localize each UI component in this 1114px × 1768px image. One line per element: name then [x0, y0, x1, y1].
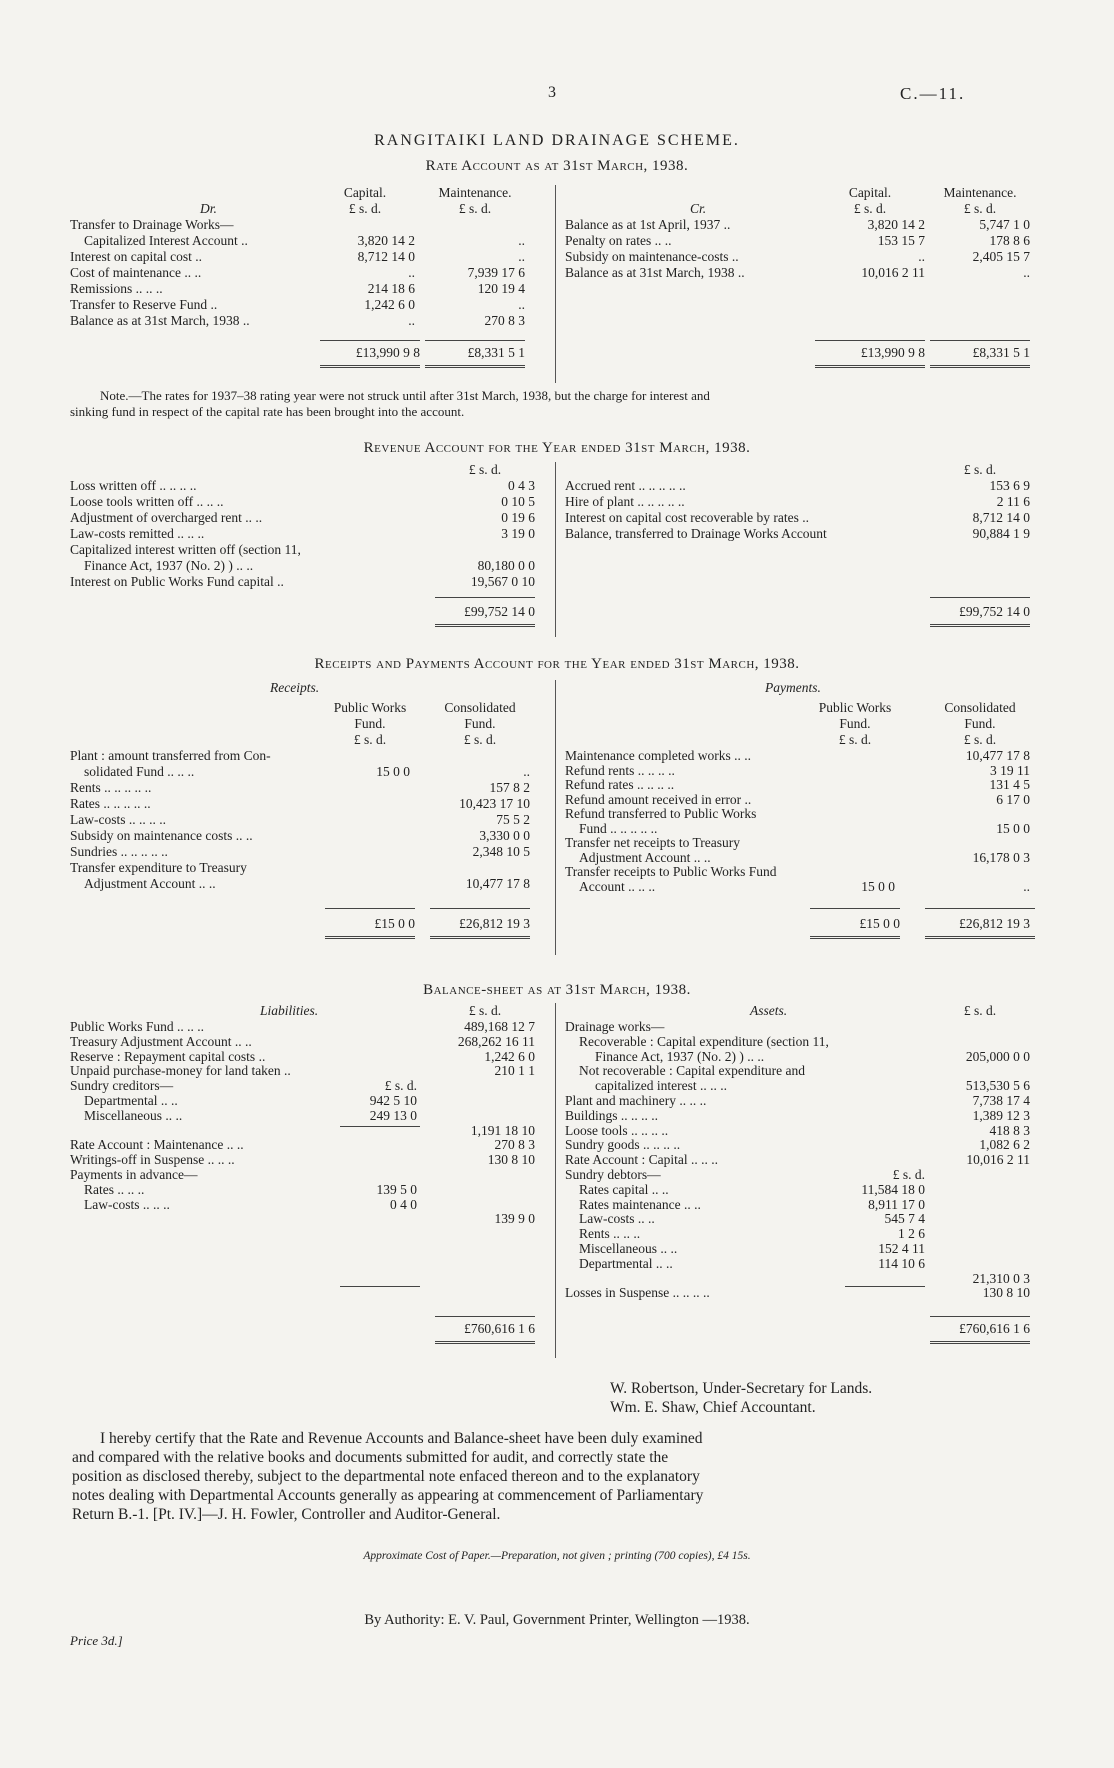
- payment-row-label: Maintenance completed works .. ..: [565, 748, 751, 763]
- rcpt-pw-fund: Fund.: [354, 716, 386, 731]
- rate-cr-row-v2: ..: [1023, 265, 1030, 280]
- revenue-cr-row-label: Balance, transferred to Drainage Works Account: [565, 526, 827, 541]
- revenue-right-units: £ s. d.: [963, 462, 997, 477]
- certificate-line: and compared with the relative books and documents submitted for audit, and correctly state the: [72, 1449, 669, 1466]
- receipt-row-v2: 2,348 10 5: [472, 844, 530, 859]
- pay-cons-header: Consolidated: [944, 700, 1016, 715]
- receipt-row-label: Law-costs .. .. .. ..: [70, 812, 166, 827]
- liability-row-label: Sundry creditors—: [70, 1078, 174, 1094]
- asset-row-v: 1,389 12 3: [972, 1107, 1030, 1123]
- receipt-row-v2: 10,423 17 10: [459, 796, 530, 811]
- receipt-row-label: Rents .. .. .. .. ..: [70, 780, 152, 795]
- asset-row-label: Rents .. .. ..: [579, 1226, 641, 1242]
- rate-right-total-capital: £13,990 9 8: [860, 345, 925, 360]
- liability-row-sub: 139 5 0: [376, 1181, 417, 1197]
- asset-row-label: Losses in Suspense .. .. .. ..: [565, 1285, 710, 1301]
- revenue-left-total: £99,752 14 0: [464, 604, 535, 619]
- balance-sheet-table: [70, 1003, 1035, 1363]
- signature-chief-accountant: Wm. E. Shaw, Chief Accountant.: [610, 1399, 816, 1416]
- rate-cr-row-v2: 5,747 1 0: [979, 217, 1030, 232]
- rate-cr-row-label: Balance as at 1st April, 1937 ..: [565, 217, 731, 232]
- rate-right-units-1: £ s. d.: [853, 201, 887, 216]
- asset-row-label: Law-costs .. ..: [579, 1211, 655, 1227]
- pay-pw-units: £ s. d.: [838, 732, 872, 747]
- payment-row-v2: 10,477 17 8: [965, 748, 1030, 763]
- revenue-dr-row-v: 0 10 5: [501, 494, 535, 509]
- asset-row-sub: 1 2 6: [898, 1226, 925, 1242]
- rate-dr-row-v2: ..: [518, 233, 525, 248]
- certificate-line: position as disclosed thereby, subject to the departmental note enfaced thereon and to the explanatory: [72, 1468, 700, 1485]
- receipt-row-v1: 15 0 0: [376, 764, 410, 779]
- revenue-dr-row-v: 0 4 3: [508, 478, 535, 493]
- revenue-cr-row-label: Hire of plant .. .. .. .. ..: [565, 494, 685, 509]
- rate-cr-row-label: Penalty on rates .. ..: [565, 233, 672, 248]
- rcpt-cons-header: Consolidated: [444, 700, 516, 715]
- liability-row-label: Reserve : Repayment capital costs ..: [70, 1048, 266, 1064]
- asset-row-sub: 114 10 6: [878, 1255, 925, 1271]
- rate-dr-row-v2: 7,939 17 6: [467, 265, 525, 280]
- receipt-row-label: Transfer expenditure to Treasury: [70, 860, 247, 875]
- liability-row-v: 210 1 1: [494, 1063, 535, 1079]
- liability-row-v: 1,191 18 10: [470, 1122, 535, 1138]
- payment-row-label: Refund amount received in error ..: [565, 791, 752, 807]
- cost-note: Approximate Cost of Paper.—Preparation, not given ; printing (700 copies), £4 15s.: [363, 1550, 751, 1562]
- rate-cr-row-v2: 2,405 15 7: [972, 249, 1030, 264]
- rate-cr-row-v2: 178 8 6: [989, 233, 1030, 248]
- liability-row-v: 139 9 0: [494, 1211, 535, 1227]
- receipt-row-label: Plant : amount transferred from Con-: [70, 748, 271, 763]
- liability-row-v: 270 8 3: [494, 1137, 535, 1153]
- liability-row-v: 130 8 10: [487, 1152, 535, 1168]
- receipts-title: Receipts.: [270, 680, 320, 695]
- rate-dr-row-label: Balance as at 31st March, 1938 ..: [70, 313, 250, 328]
- rate-left-units-1: £ s. d.: [348, 201, 382, 216]
- pay-cons-fund: Fund.: [964, 716, 996, 731]
- liability-row-label: Law-costs .. .. ..: [84, 1196, 170, 1212]
- signature-under-secretary: W. Robertson, Under-Secretary for Lands.: [610, 1380, 873, 1397]
- payment-row-v2: 3 19 11: [990, 762, 1030, 778]
- payment-row-v2: ..: [1023, 878, 1030, 894]
- receipt-row-v2: ..: [523, 764, 530, 779]
- asset-row-sub: 8,911 17 0: [868, 1196, 925, 1212]
- asset-row-label: Rate Account : Capital .. .. ..: [565, 1152, 718, 1168]
- liabilities-units: £ s. d.: [468, 1003, 502, 1018]
- payment-row-label: Refund transferred to Public Works: [565, 806, 757, 821]
- asset-row-v: 21,310 0 3: [972, 1270, 1030, 1286]
- payment-row-label: Adjustment Account .. ..: [579, 849, 711, 865]
- revenue-cr-row-label: Accrued rent .. .. .. .. ..: [565, 478, 686, 493]
- liability-row-label: Treasury Adjustment Account .. ..: [70, 1033, 252, 1049]
- rate-right-maint-header: Maintenance.: [943, 185, 1017, 200]
- rate-left-units-2: £ s. d.: [458, 201, 492, 216]
- revenue-dr-row-label: Interest on Public Works Fund capital ..: [70, 574, 284, 589]
- rate-right-units-2: £ s. d.: [963, 201, 997, 216]
- asset-row-sub: 545 7 4: [884, 1211, 925, 1227]
- rcpt-cons-units: £ s. d.: [463, 732, 497, 747]
- liability-row-label: Writings-off in Suspense .. .. ..: [70, 1152, 235, 1168]
- liability-row-v: 268,262 16 11: [457, 1033, 535, 1049]
- liability-row-v: 489,168 12 7: [464, 1019, 535, 1034]
- liability-row-sub: 942 5 10: [369, 1093, 417, 1108]
- rate-dr-row-label: Remissions .. .. ..: [70, 281, 163, 296]
- assets-title: Assets.: [750, 1003, 788, 1018]
- payments-title: Payments.: [765, 680, 821, 695]
- asset-row-v: 130 8 10: [982, 1285, 1030, 1301]
- receipt-row-label: Rates .. .. .. .. ..: [70, 796, 151, 811]
- asset-row-label: Recoverable : Capital expenditure (section 11,: [579, 1033, 829, 1049]
- payment-row-v2: 15 0 0: [996, 820, 1030, 836]
- rate-dr-row-v2: 270 8 3: [484, 313, 525, 328]
- pay-total-cons: £26,812 19 3: [959, 916, 1030, 931]
- rate-cr-label: Cr.: [690, 201, 707, 216]
- rate-cr-row-v1: ..: [918, 249, 925, 264]
- asset-row-label: Miscellaneous .. ..: [579, 1241, 678, 1256]
- asset-row-v: 7,738 17 4: [972, 1093, 1030, 1108]
- asset-row-label: Rates maintenance .. ..: [579, 1196, 701, 1212]
- rate-dr-row-label: Cost of maintenance .. ..: [70, 265, 202, 280]
- receipt-row-label: solidated Fund .. .. ..: [84, 764, 195, 779]
- rate-dr-row-v2: ..: [518, 297, 525, 312]
- assets-total: £760,616 1 6: [959, 1321, 1030, 1336]
- asset-row-label: Not recoverable : Capital expenditure and: [579, 1063, 806, 1079]
- revenue-dr-row-label: Finance Act, 1937 (No. 2) ) .. ..: [84, 558, 254, 573]
- liability-row-label: Rate Account : Maintenance .. ..: [70, 1137, 244, 1153]
- receipt-row-v2: 157 8 2: [489, 780, 530, 795]
- revenue-dr-row-label: Adjustment of overcharged rent .. ..: [70, 510, 263, 525]
- revenue-dr-row-v: 19,567 0 10: [470, 574, 535, 589]
- asset-row-label: Sundry debtors—: [565, 1167, 661, 1182]
- payment-row-v2: 131 4 5: [989, 777, 1030, 792]
- payment-row-label: Refund rents .. .. .. ..: [565, 762, 675, 778]
- payment-row-v2: 16,178 0 3: [972, 849, 1030, 865]
- pay-pw-fund: Fund.: [839, 716, 871, 731]
- rate-dr-row-v1: 3,820 14 2: [357, 233, 415, 248]
- receipts-payments-table: [70, 680, 1035, 960]
- asset-row-label: Drainage works—: [565, 1019, 665, 1034]
- revenue-account-table: [70, 462, 1035, 642]
- revenue-dr-row-label: Loose tools written off .. .. ..: [70, 494, 224, 509]
- rate-left-maint-header: Maintenance.: [438, 185, 512, 200]
- receipt-row-label: Subsidy on maintenance costs .. ..: [70, 828, 253, 843]
- pay-cons-units: £ s. d.: [963, 732, 997, 747]
- rate-left-total-maint: £8,331 5 1: [467, 345, 525, 360]
- asset-row-v: 10,016 2 11: [966, 1152, 1030, 1168]
- liability-row-sub: £ s. d.: [384, 1078, 417, 1094]
- liabilities-title: Liabilities.: [260, 1003, 319, 1018]
- printer-authority: By Authority: E. V. Paul, Government Printer, Wellington —1938.: [364, 1612, 750, 1628]
- rate-dr-row-label: Transfer to Drainage Works—: [70, 217, 234, 232]
- liabilities-total: £760,616 1 6: [464, 1321, 535, 1336]
- revenue-cr-row-v: 8,712 14 0: [972, 510, 1030, 525]
- revenue-dr-row-label: Law-costs remitted .. .. ..: [70, 526, 205, 541]
- asset-row-label: Buildings .. .. .. ..: [565, 1107, 659, 1123]
- rcpt-total-cons: £26,812 19 3: [459, 916, 530, 931]
- rate-cr-row-v1: 153 15 7: [877, 233, 925, 248]
- rcpt-pw-units: £ s. d.: [353, 732, 387, 747]
- asset-row-v: 1,082 6 2: [979, 1137, 1030, 1153]
- certificate-line: Return B.-1. [Pt. IV.]—J. H. Fowler, Controller and Auditor-General.: [72, 1506, 501, 1523]
- receipt-row-v2: 3,330 0 0: [479, 828, 530, 843]
- rcpt-pw-header: Public Works: [333, 700, 407, 715]
- rate-dr-row-v1: 214 18 6: [367, 281, 415, 296]
- receipt-row-v2: 75 5 2: [496, 812, 530, 827]
- rate-left-total-capital: £13,990 9 8: [355, 345, 420, 360]
- rate-dr-row-label: Transfer to Reserve Fund ..: [70, 297, 218, 312]
- document-reference: C.—11.: [900, 84, 966, 103]
- payment-row-label: Account .. .. ..: [579, 878, 656, 894]
- asset-row-label: Plant and machinery .. .. ..: [565, 1093, 707, 1108]
- price: Price 3d.]: [70, 1633, 123, 1648]
- liability-row-sub: 0 4 0: [390, 1196, 417, 1212]
- revenue-dr-row-v: 0 19 6: [501, 510, 535, 525]
- asset-row-label: capitalized interest .. .. ..: [595, 1078, 727, 1094]
- certificate-line: notes dealing with Departmental Accounts generally as appearing at commencement of Parliamentary: [72, 1487, 704, 1504]
- rate-cr-row-label: Balance as at 31st March, 1938 ..: [565, 265, 745, 280]
- rate-account-table: [70, 185, 1035, 385]
- asset-row-v: 513,530 5 6: [965, 1078, 1030, 1094]
- rate-dr-row-v1: ..: [408, 265, 415, 280]
- rate-dr-row-v1: 1,242 6 0: [364, 297, 415, 312]
- rate-dr-row-v2: 120 19 4: [477, 281, 525, 296]
- rate-dr-row-label: Interest on capital cost ..: [70, 249, 202, 264]
- liability-row-sub: 249 13 0: [369, 1107, 417, 1123]
- rate-right-capital-header: Capital.: [848, 185, 892, 200]
- liability-row-label: Departmental .. ..: [84, 1093, 178, 1108]
- revenue-dr-row-label: Loss written off .. .. .. ..: [70, 478, 197, 493]
- asset-row-sub: 11,584 18 0: [861, 1181, 925, 1197]
- liability-row-v: 1,242 6 0: [484, 1048, 535, 1064]
- payment-row-label: Refund rates .. .. .. ..: [565, 777, 675, 792]
- payment-row-v2: 6 17 0: [996, 791, 1030, 807]
- rate-left-capital-header: Capital.: [343, 185, 387, 200]
- payment-row-label: Transfer net receipts to Treasury: [565, 835, 740, 850]
- asset-row-sub: 152 4 11: [878, 1241, 925, 1256]
- rate-right-total-maint: £8,331 5 1: [972, 345, 1030, 360]
- payment-row-label: Fund .. .. .. .. ..: [579, 820, 658, 836]
- revenue-dr-row-v: 3 19 0: [501, 526, 535, 541]
- page-number: 3: [548, 84, 556, 101]
- rate-note-line-1: Note.—The rates for 1937–38 rating year were not struck until after 31st March, 1938, but the charge for interest and: [100, 388, 710, 403]
- rate-note-line-2: sinking fund in respect of the capital rate has been brought into the account.: [70, 404, 465, 419]
- liability-row-label: Payments in advance—: [70, 1167, 198, 1182]
- payment-row-label: Transfer receipts to Public Works Fund: [565, 864, 777, 879]
- liability-row-label: Unpaid purchase-money for land taken ..: [70, 1063, 291, 1079]
- certificate-line: I hereby certify that the Rate and Revenue Accounts and Balance-sheet have been duly examined: [100, 1430, 703, 1447]
- pay-pw-header: Public Works: [818, 700, 892, 715]
- revenue-dr-row-label: Capitalized interest written off (section 11,: [70, 542, 301, 557]
- rcpt-cons-fund: Fund.: [464, 716, 496, 731]
- liability-row-label: Public Works Fund .. .. ..: [70, 1019, 205, 1034]
- rate-dr-row-v1: 8,712 14 0: [357, 249, 415, 264]
- rate-cr-row-v1: 3,820 14 2: [867, 217, 925, 232]
- receipt-row-label: Adjustment Account .. ..: [84, 876, 216, 891]
- rcpt-total-pw: £15 0 0: [374, 916, 415, 931]
- revenue-cr-row-label: Interest on capital cost recoverable by rates ..: [565, 510, 810, 525]
- revenue-right-total: £99,752 14 0: [959, 604, 1030, 619]
- revenue-left-units: £ s. d.: [468, 462, 502, 477]
- assets-units: £ s. d.: [963, 1003, 997, 1018]
- asset-row-v: 418 8 3: [989, 1122, 1030, 1138]
- rate-cr-row-v1: 10,016 2 11: [861, 265, 925, 280]
- asset-row-label: Departmental .. ..: [579, 1255, 673, 1271]
- payment-row-v1: 15 0 0: [861, 878, 895, 894]
- revenue-account-heading: Revenue Account for the Year ended 31st March, 1938.: [363, 440, 751, 456]
- rate-dr-row-v1: ..: [408, 313, 415, 328]
- revenue-cr-row-v: 90,884 1 9: [972, 526, 1030, 541]
- rate-dr-label: Dr.: [200, 201, 217, 216]
- receipt-row-label: Sundries .. .. .. .. ..: [70, 844, 168, 859]
- liability-row-label: Rates .. .. ..: [84, 1181, 145, 1197]
- document-title: RANGITAIKI LAND DRAINAGE SCHEME.: [374, 132, 740, 149]
- revenue-cr-row-v: 153 6 9: [989, 478, 1030, 493]
- rate-dr-row-v2: ..: [518, 249, 525, 264]
- asset-row-label: Loose tools .. .. .. ..: [565, 1122, 669, 1138]
- rate-dr-row-label: Capitalized Interest Account ..: [84, 233, 248, 248]
- rate-account-heading: Rate Account as at 31st March, 1938.: [425, 158, 689, 174]
- revenue-cr-row-v: 2 11 6: [996, 494, 1030, 509]
- revenue-dr-row-v: 80,180 0 0: [477, 558, 535, 573]
- asset-row-v: 205,000 0 0: [965, 1048, 1030, 1064]
- receipts-payments-heading: Receipts and Payments Account for the Year ended 31st March, 1938.: [314, 656, 800, 672]
- rate-cr-row-label: Subsidy on maintenance-costs ..: [565, 249, 739, 264]
- asset-row-label: Rates capital .. ..: [579, 1181, 669, 1197]
- liability-row-label: Miscellaneous .. ..: [84, 1107, 183, 1123]
- asset-row-label: Sundry goods .. .. .. ..: [565, 1137, 681, 1153]
- receipt-row-v2: 10,477 17 8: [465, 876, 530, 891]
- asset-row-label: Finance Act, 1937 (No. 2) ) .. ..: [595, 1048, 765, 1064]
- asset-row-sub: £ s. d.: [892, 1167, 925, 1182]
- balance-sheet-heading: Balance-sheet as at 31st March, 1938.: [423, 982, 691, 998]
- pay-total-pw: £15 0 0: [859, 916, 900, 931]
